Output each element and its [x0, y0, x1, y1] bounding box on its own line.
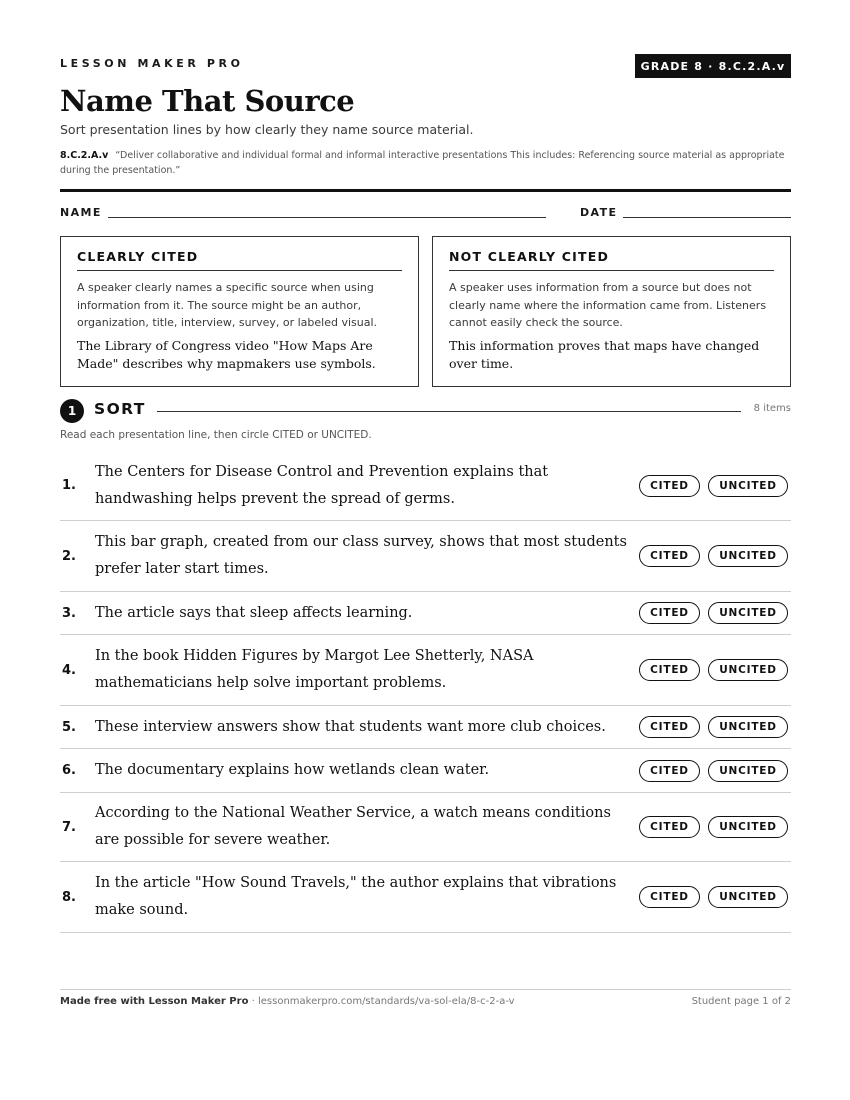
page-subtitle: Sort presentation lines by how clearly they name source material.: [60, 122, 474, 137]
uncited-option[interactable]: UNCITED: [708, 716, 788, 738]
cited-option[interactable]: CITED: [639, 545, 700, 567]
list-item: [60, 793, 791, 862]
footer-divider: [60, 989, 791, 990]
footer-made-with: Made free with Lesson Maker Pro: [60, 996, 249, 1007]
item-number: 6.: [62, 763, 76, 778]
uncited-option[interactable]: UNCITED: [708, 816, 788, 838]
card-example: The Library of Congress video "How Maps Are Made" describes why mapmakers use symbols.: [77, 337, 376, 371]
worksheet-page: [60, 0, 791, 1100]
choice-group: [639, 816, 788, 838]
cited-option[interactable]: CITED: [639, 760, 700, 782]
cited-option[interactable]: CITED: [639, 659, 700, 681]
choice-group: [639, 716, 788, 738]
choice-group: [639, 545, 788, 567]
uncited-option[interactable]: UNCITED: [708, 602, 788, 624]
item-text: This bar graph, created from our class survey, shows that most students prefer later start times.: [95, 534, 627, 577]
item-text: In the book Hidden Figures by Margot Lee Shetterly, NASA mathematicians help solve important problems.: [95, 648, 534, 691]
section-title: SORT: [94, 400, 146, 418]
item-text: These interview answers show that students want more club choices.: [95, 718, 606, 735]
footer-credit: [60, 996, 515, 1007]
item-number: 5.: [62, 719, 76, 735]
section-instructions: Read each presentation line, then circle CITED or UNCITED.: [60, 429, 372, 441]
item-number: 4.: [62, 662, 76, 678]
date-field[interactable]: [623, 217, 791, 218]
grade-badge: GRADE 8 · 8.C.2.A.v: [635, 54, 791, 78]
standard-code: 8.C.2.A.v: [60, 150, 109, 161]
item-text: The documentary explains how wetlands clean water.: [95, 762, 490, 778]
cited-option[interactable]: CITED: [639, 716, 700, 738]
choice-group: [639, 475, 788, 497]
card-clearly-cited: [60, 236, 419, 387]
item-number: 3.: [62, 605, 76, 621]
page-title: Name That Source: [60, 84, 355, 118]
list-item: [60, 451, 791, 521]
section-number-badge: 1: [60, 399, 84, 423]
cited-option[interactable]: CITED: [639, 475, 700, 497]
uncited-option[interactable]: UNCITED: [708, 545, 788, 567]
section-divider: [157, 411, 741, 412]
list-item: [60, 749, 791, 793]
card-title: NOT CLEARLY CITED: [449, 249, 774, 271]
name-field[interactable]: [108, 217, 546, 218]
card-description: A speaker clearly names a specific source when using information from it. The source might be an author, organization, title, interview, survey, or labeled visual.: [77, 281, 378, 329]
standard-text: “Deliver collaborative and individual formal and informal interactive presentations This includes: Referencing source material as appropriate during the presentation.”: [60, 150, 785, 176]
card-description: A speaker uses information from a source but does not clearly name where the information came from. Listeners cannot easily check the source.: [449, 281, 767, 329]
date-label: DATE: [580, 206, 618, 219]
cited-option[interactable]: CITED: [639, 602, 700, 624]
choice-group: [639, 760, 788, 782]
card-not-clearly-cited: [432, 236, 791, 387]
choice-group: [639, 659, 788, 681]
list-item: [60, 521, 791, 592]
item-text: According to the National Weather Service, a watch means conditions are possible for severe weather.: [95, 805, 611, 848]
item-number: 1.: [62, 478, 76, 493]
brand-name: LESSON MAKER PRO: [60, 57, 244, 70]
standard-description: [60, 148, 791, 178]
list-item: [60, 706, 791, 749]
header-divider: [60, 189, 791, 192]
item-text: The article says that sleep affects learning.: [95, 604, 413, 621]
footer-url[interactable]: · lessonmakerpro.com/standards/va-sol-ela/8-c-2-a-v: [248, 996, 515, 1007]
card-title: CLEARLY CITED: [77, 249, 402, 271]
choice-group: [639, 602, 788, 624]
list-item: [60, 635, 791, 706]
item-number: 8.: [62, 889, 76, 905]
uncited-option[interactable]: UNCITED: [708, 886, 788, 908]
item-count: 8 items: [753, 403, 791, 414]
uncited-option[interactable]: UNCITED: [708, 760, 788, 782]
item-number: 7.: [62, 819, 76, 835]
page-indicator: Student page 1 of 2: [691, 996, 791, 1007]
cited-option[interactable]: CITED: [639, 816, 700, 838]
uncited-option[interactable]: UNCITED: [708, 475, 788, 497]
card-example: This information proves that maps have changed over time.: [449, 337, 760, 371]
item-text: The Centers for Disease Control and Prevention explains that handwashing helps prevent the spread of germs.: [95, 463, 549, 507]
sort-items-list: [60, 451, 791, 933]
name-label: NAME: [60, 206, 102, 219]
list-item: [60, 592, 791, 635]
item-text: In the article "How Sound Travels," the author explains that vibrations make sound.: [95, 875, 617, 918]
list-item: [60, 862, 791, 933]
cited-option[interactable]: CITED: [639, 886, 700, 908]
item-number: 2.: [62, 548, 76, 564]
uncited-option[interactable]: UNCITED: [708, 659, 788, 681]
choice-group: [639, 886, 788, 908]
